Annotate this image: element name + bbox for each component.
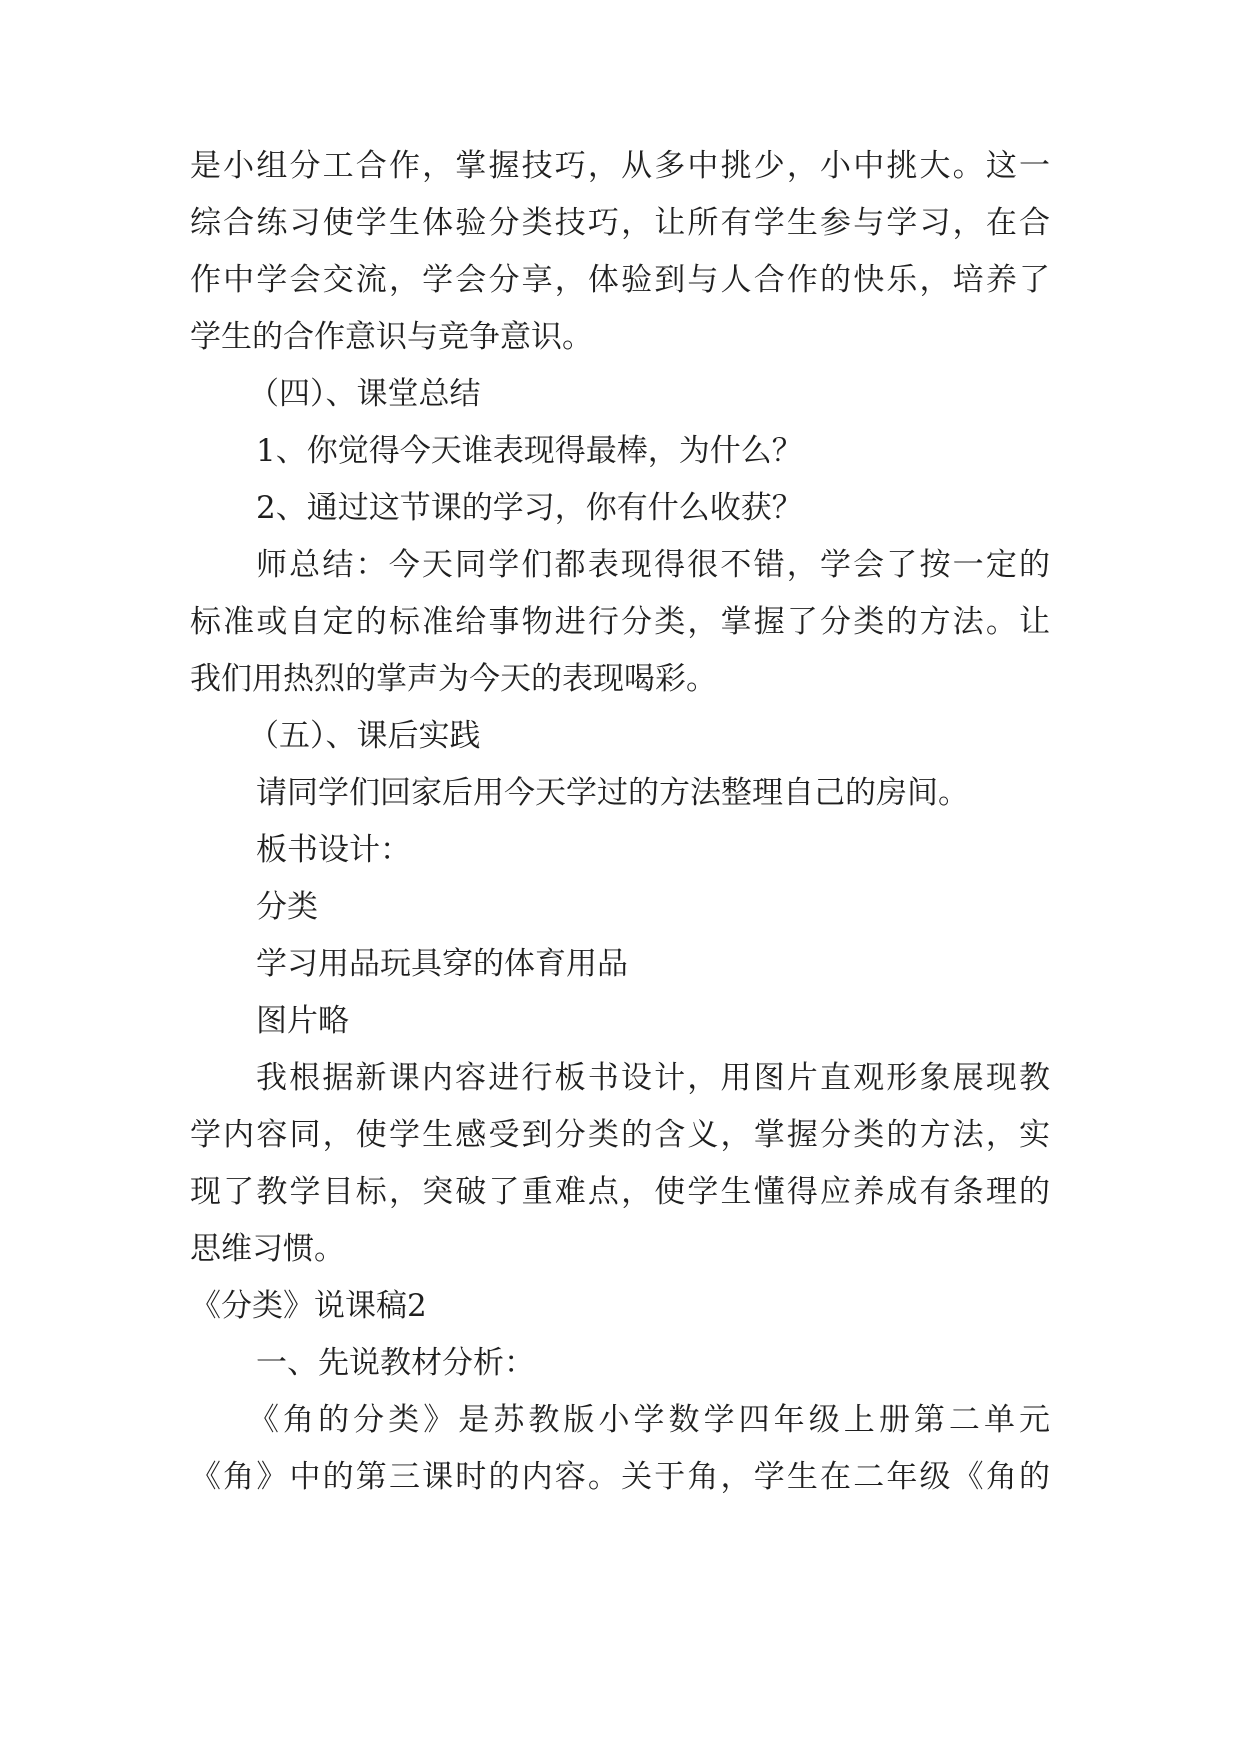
list-item: 1、你觉得今天谁表现得最棒，为什么？ <box>256 433 803 469</box>
paragraph-line: 是小组分工合作，掌握技巧，从多中挑少，小中挑大。这一 <box>190 148 1050 184</box>
paragraph-line: 学内容同，使学生感受到分类的含义，掌握分类的方法，实 <box>190 1117 1050 1153</box>
paragraph-line: 综合练习使学生体验分类技巧，让所有学生参与学习，在合 <box>190 205 1050 241</box>
paragraph-line: 请同学们回家后用今天学过的方法整理自己的房间。 <box>256 775 969 811</box>
section-heading: （五）、课后实践 <box>248 718 481 754</box>
paragraph-line: 《角的分类》是苏教版小学数学四年级上册第二单元 <box>248 1402 1050 1438</box>
paragraph-line: 我们用热烈的掌声为今天的表现喝彩。 <box>190 661 717 697</box>
paragraph-line: 《角》中的第三课时的内容。关于角，学生在二年级《角的 <box>190 1459 1050 1495</box>
section-heading: 一、先说教材分析： <box>256 1345 535 1381</box>
paragraph-line: 思维习惯。 <box>190 1231 345 1267</box>
section-heading: （四）、课堂总结 <box>248 376 481 412</box>
paragraph-line: 板书设计： <box>256 832 411 868</box>
paragraph-line: 学习用品玩具穿的体育用品 <box>256 946 628 982</box>
paragraph-line: 我根据新课内容进行板书设计，用图片直观形象展现教 <box>256 1060 1050 1096</box>
paragraph-line: 师总结：今天同学们都表现得很不错，学会了按一定的 <box>256 547 1050 583</box>
paragraph-line: 现了教学目标，突破了重难点，使学生懂得应养成有条理的 <box>190 1174 1050 1210</box>
paragraph-line: 分类 <box>256 889 318 925</box>
paragraph-line: 标准或自定的标准给事物进行分类，掌握了分类的方法。让 <box>190 604 1050 640</box>
document-title: 《分类》说课稿2 <box>190 1288 427 1324</box>
paragraph-line: 图片略 <box>256 1003 349 1039</box>
paragraph-line: 学生的合作意识与竞争意识。 <box>190 319 593 355</box>
paragraph-line: 作中学会交流，学会分享，体验到与人合作的快乐，培养了 <box>190 262 1050 298</box>
list-item: 2、通过这节课的学习，你有什么收获？ <box>256 490 803 526</box>
